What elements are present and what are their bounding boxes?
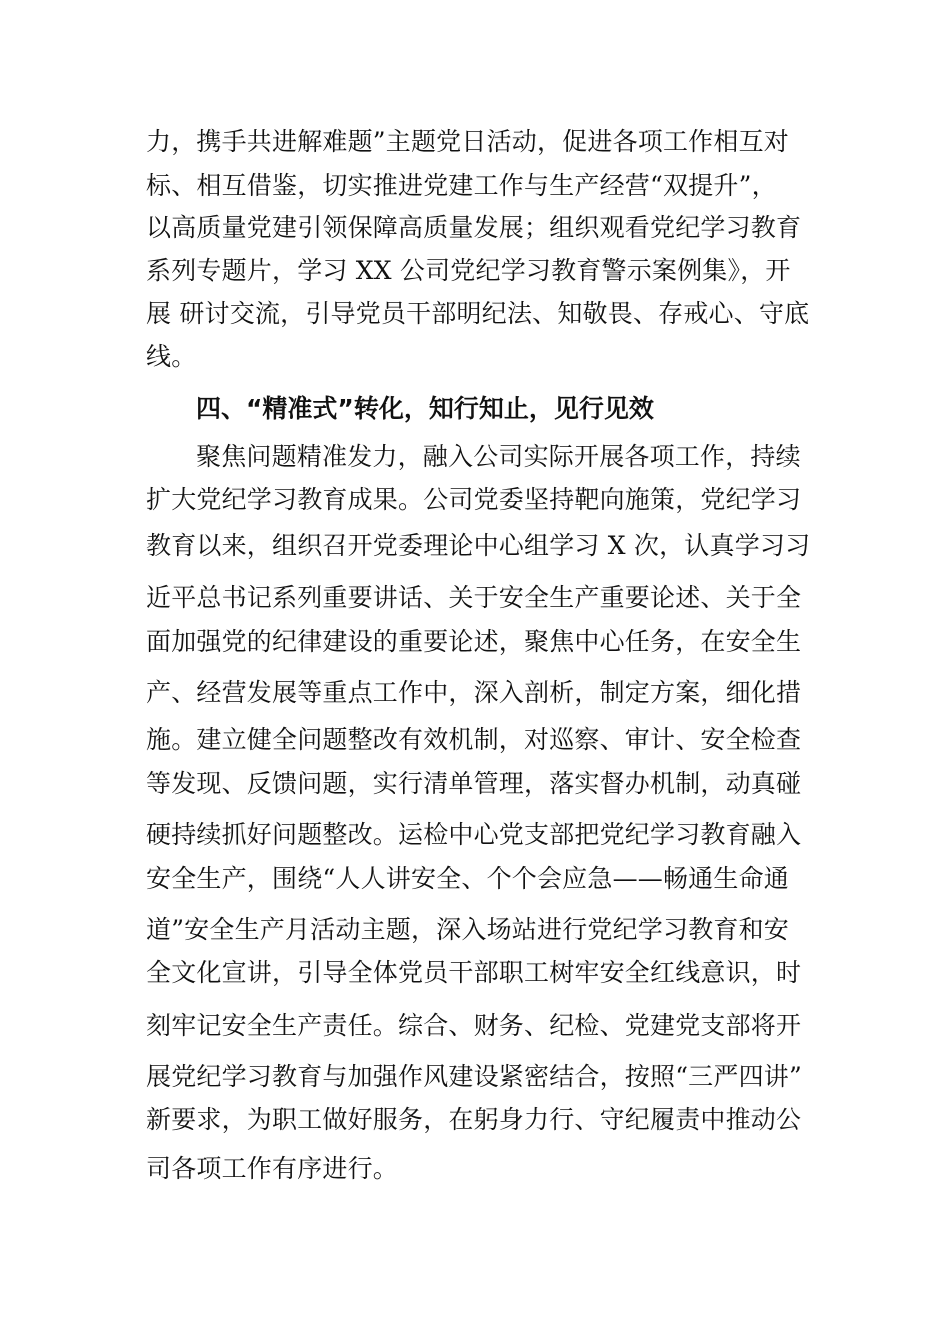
paragraph-line: 等发现、反馈问题，实行清单管理，落实督办机制，动真碰 [146,769,802,798]
paragraph-line: 刻牢记安全生产责任。综合、财务、纪检、党建党支部将开 [146,1011,802,1040]
paragraph-line: 以高质量党建引领保障高质量发展；组织观看党纪学习教育 [146,213,802,242]
paragraph-line: 产、经营发展等重点工作中，深入剖析，制定方案，细化措 [146,678,802,707]
paragraph-line: 司各项工作有序进行。 [146,1154,399,1183]
paragraph-line: 标、相互借鉴，切实推进党建工作与生产经营“双提升”， [146,171,777,200]
paragraph-line: 系列专题片，学习 XX 公司党纪学习教育警示案例集》，开 [146,256,791,285]
paragraph-line: 展党纪学习教育与加强作风建设紧密结合，按照“三严四讲” [146,1062,802,1091]
paragraph-line: 展 研讨交流，引导党员干部明纪法、知敬畏、存戒心、守底 [146,299,810,328]
paragraph-line: 近平总书记系列重要讲话、关于安全生产重要论述、关于全 [146,583,802,612]
paragraph-line: 硬持续抓好问题整改。运检中心党支部把党纪学习教育融入 [146,820,802,849]
paragraph-line: 施。建立健全问题整改有效机制，对巡察、审计、安全检查 [146,725,802,754]
paragraph-line: 力，携手共进解难题”主题党日活动，促进各项工作相互对 [146,127,789,156]
paragraph-line: 教育以来，组织召开党委理论中心组学习 X 次，认真学习习 [146,531,811,560]
paragraph-line: 道”安全生产月活动主题，深入场站进行党纪学习教育和安 [146,915,789,944]
paragraph-line: 线。 [146,342,197,371]
paragraph-line: 新要求，为职工做好服务，在躬身力行、守纪履责中推动公 [146,1105,802,1134]
paragraph-line: 全文化宣讲，引导全体党员干部职工树牢安全红线意识，时 [146,958,802,987]
section-heading: 四、“精准式”转化，知行知止，见行见效 [196,394,654,423]
paragraph-line: 聚焦问题精准发力，融入公司实际开展各项工作，持续 [196,442,801,471]
paragraph-line: 面加强党的纪律建设的重要论述，聚焦中心任务，在安全生 [146,627,802,656]
paragraph-line: 安全生产，围绕“人人讲安全、个个会应急——畅通生命通 [146,864,789,893]
paragraph-line: 扩大党纪学习教育成果。公司党委坚持靶向施策，党纪学习 [146,485,802,514]
